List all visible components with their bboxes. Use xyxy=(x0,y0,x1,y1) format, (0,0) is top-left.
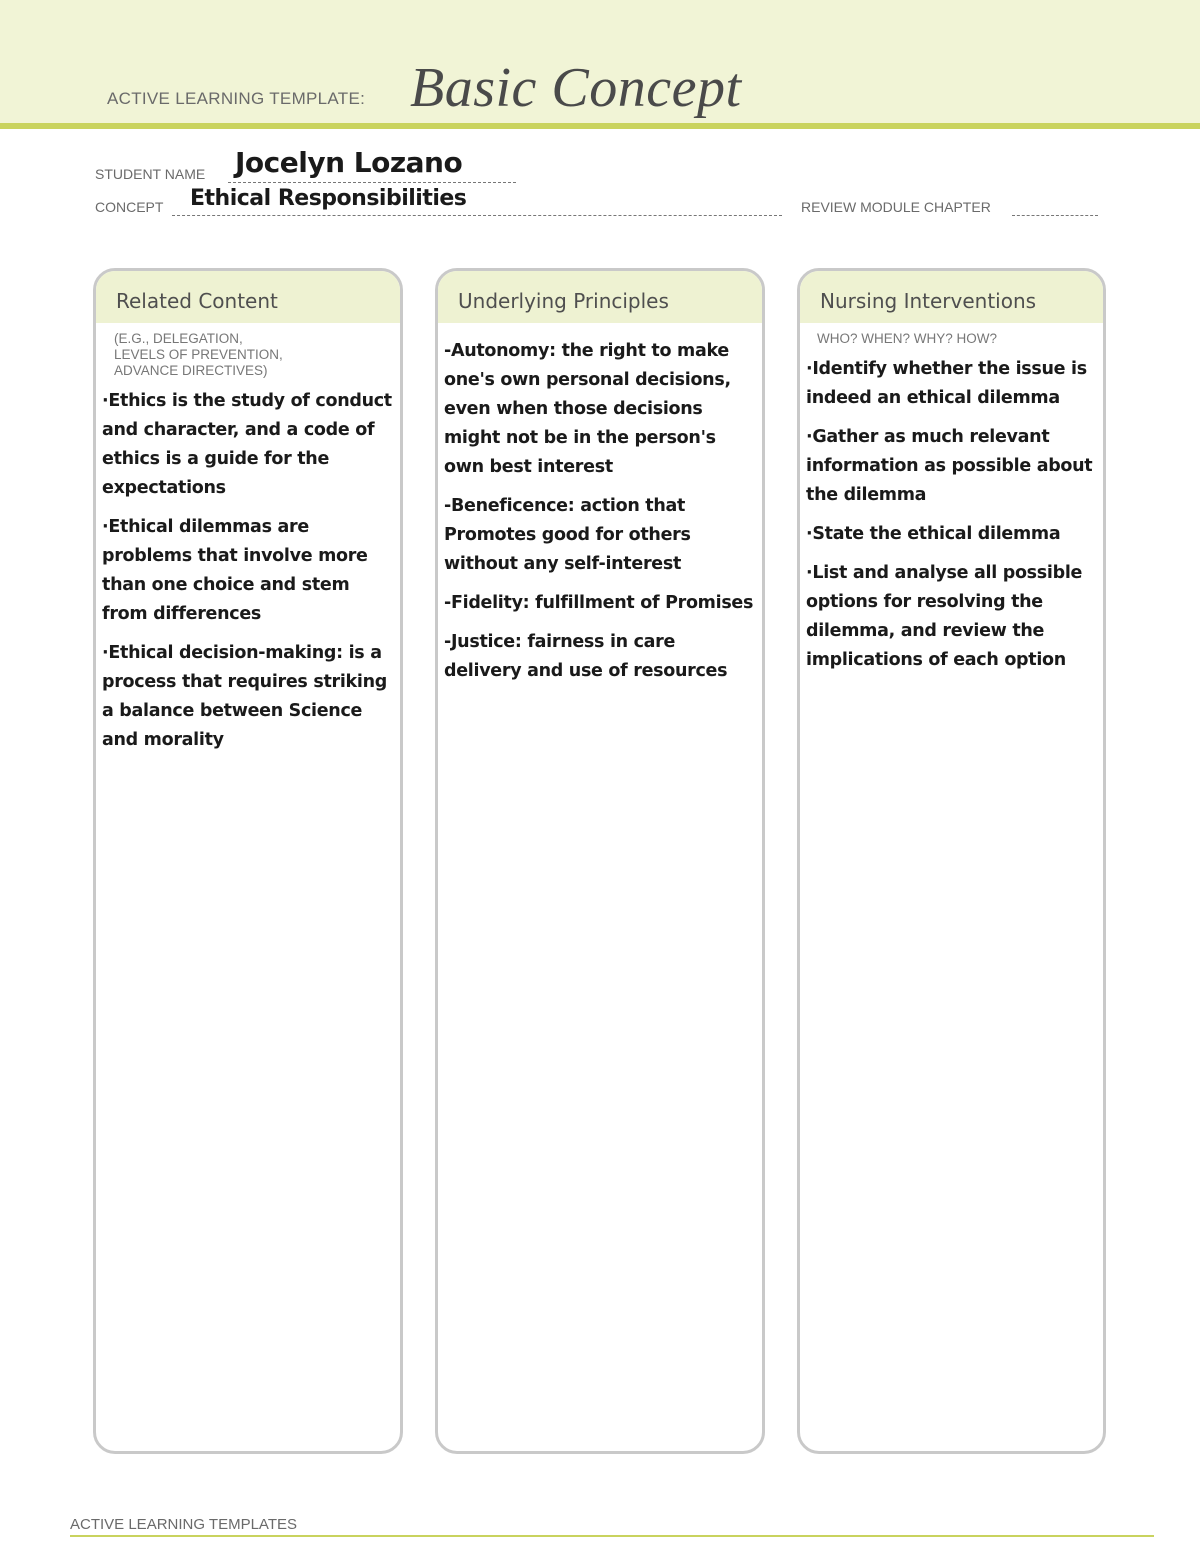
review-module-line[interactable] xyxy=(1012,215,1098,216)
notes-list[interactable] xyxy=(96,379,400,755)
notes-list[interactable] xyxy=(438,323,762,686)
student-name-label: STUDENT NAME xyxy=(95,166,206,182)
panel-title: Related Content xyxy=(96,271,400,323)
student-name-value[interactable]: Jocelyn Lozano xyxy=(235,146,463,179)
notes-list[interactable] xyxy=(800,347,1103,675)
panel-title: Nursing Interventions xyxy=(800,271,1103,323)
note-item: -Beneficence: action that Promotes good for others without any self-interest xyxy=(444,496,691,574)
concept-label: CONCEPT xyxy=(95,199,164,215)
note-item: -Justice: fairness in care delivery and use of resources xyxy=(444,632,728,681)
panel-subtitle-line: (E.G., DELEGATION, xyxy=(114,331,243,346)
note-item: ·Ethical decision-making: is a process that requires striking a balance between Science and morality xyxy=(102,643,387,750)
related-content-panel xyxy=(93,268,403,1454)
nursing-interventions-panel xyxy=(797,268,1106,1454)
panel-title: Underlying Principles xyxy=(438,271,762,323)
student-name-line xyxy=(228,182,516,183)
panel-subtitle-line: ADVANCE DIRECTIVES) xyxy=(114,363,268,378)
footer-rule xyxy=(70,1535,1154,1537)
underlying-principles-panel xyxy=(435,268,765,1454)
page-title: Basic Concept xyxy=(410,57,742,119)
note-item: ·List and analyse all possible options for resolving the dilemma, and review the implications of each option xyxy=(806,563,1083,670)
note-item: ·Ethics is the study of conduct and character, and a code of ethics is a guide for the expectations xyxy=(102,391,392,498)
concept-value[interactable]: Ethical Responsibilities xyxy=(190,186,467,211)
review-module-label: REVIEW MODULE CHAPTER xyxy=(801,199,991,215)
panel-subtitle-line: WHO? WHEN? WHY? HOW? xyxy=(817,331,998,346)
footer-label: ACTIVE LEARNING TEMPLATES xyxy=(70,1516,297,1533)
panel-subtitle xyxy=(96,323,400,379)
panel-subtitle xyxy=(800,323,1103,347)
concept-line xyxy=(172,215,782,216)
header-rule xyxy=(0,123,1200,129)
template-label: ACTIVE LEARNING TEMPLATE: xyxy=(107,89,366,108)
note-item: ·Identify whether the issue is indeed an ethical dilemma xyxy=(806,359,1087,408)
note-item: ·Gather as much relevant information as possible about the dilemma xyxy=(806,427,1093,505)
note-item: ·State the ethical dilemma xyxy=(806,524,1061,544)
panel-subtitle-line: LEVELS OF PREVENTION, xyxy=(114,347,283,362)
note-item: -Fidelity: fulfillment of Promises xyxy=(444,593,754,613)
note-item: ·Ethical dilemmas are problems that involve more than one choice and stem from differences xyxy=(102,517,368,624)
note-item: -Autonomy: the right to make one's own personal decisions, even when those decisions might not be in the person's own best interest xyxy=(444,341,731,477)
